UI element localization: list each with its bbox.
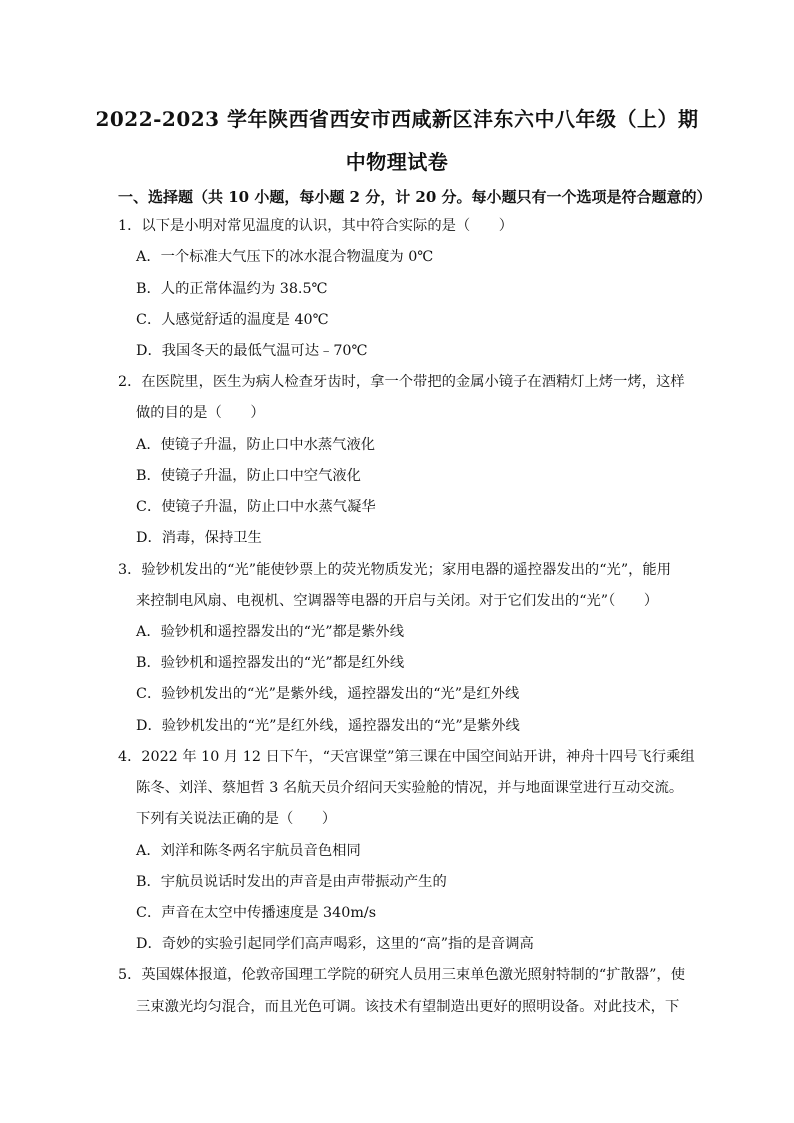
question-1-option-d: D．我国冬天的最低气温可达﹣70℃ [136, 343, 368, 359]
question-3-option-a: A．验钞机和遥控器发出的“光”都是紫外线 [136, 624, 404, 640]
question-4-option-c: C．声音在太空中传播速度是 340m/s [136, 905, 377, 921]
question-1-option-a: A．一个标准大气压下的冰水混合物温度为 0℃ [136, 249, 434, 265]
question-3-option-c: C．验钞机发出的“光”是紫外线，遥控器发出的“光”是红外线 [136, 686, 520, 702]
question-4-stem-cont-2: 下列有关说法正确的是（ ） [136, 811, 337, 827]
question-4-option-d: D．奇妙的实验引起同学们高声喝彩，这里的“高”指的是音调高 [136, 936, 534, 952]
question-1-option-b: B．人的正常体温约为 38.5℃ [136, 281, 328, 297]
question-1-option-c: C．人感觉舒适的温度是 40℃ [136, 312, 329, 328]
question-5-stem-cont: 三束激光均匀混合，而且光色可调。该技术有望制造出更好的照明设备。对此技术，下 [136, 999, 680, 1015]
question-2-option-d: D．消毒，保持卫生 [136, 530, 262, 546]
question-4-stem: 4．2022 年 10 月 12 日下午，“天宫课堂”第三课在中国空间站开讲，神舟十四号飞行乘组 [118, 749, 695, 765]
question-4-stem-cont: 陈冬、刘洋、蔡旭哲 3 名航天员介绍问天实验舱的情况，并与地面课堂进行互动交流。 [136, 780, 684, 796]
exam-title-line-1: 2022-2023 学年陕西省西安市西咸新区沣东六中八年级（上）期 [95, 107, 699, 131]
question-5-stem: 5．英国媒体报道，伦敦帝国理工学院的研究人员用三束单色激光照射特制的“扩散器”，使 [118, 967, 685, 983]
exam-title-line-2: 中物理试卷 [345, 150, 449, 174]
question-3-stem: 3．验钞机发出的“光”能使钞票上的荧光物质发光；家用电器的遥控器发出的“光”，能用 [118, 562, 672, 578]
question-3-stem-cont: 来控制电风扇、电视机、空调器等电器的开启与关闭。对于它们发出的“光”（ ） [136, 593, 659, 609]
question-2-option-c: C．使镜子升温，防止口中水蒸气凝华 [136, 499, 376, 515]
question-3-option-d: D．验钞机发出的“光”是红外线，遥控器发出的“光”是紫外线 [136, 718, 520, 734]
question-2-option-b: B．使镜子升温，防止口中空气液化 [136, 468, 361, 484]
question-2-stem: 2．在医院里，医生为病人检查牙齿时，拿一个带把的金属小镜子在酒精灯上烤一烤，这样 [118, 374, 685, 390]
question-4-option-a: A．刘洋和陈冬两名宇航员音色相同 [136, 843, 361, 859]
section-heading: 一、选择题（共 10 小题，每小题 2 分，计 20 分。每小题只有一个选项是符合题意的） [118, 188, 712, 206]
question-1-stem: 1．以下是小明对常见温度的认识，其中符合实际的是（ ） [118, 218, 514, 234]
question-3-option-b: B．验钞机和遥控器发出的“光”都是红外线 [136, 655, 405, 671]
question-2-option-a: A．使镜子升温，防止口中水蒸气液化 [136, 437, 376, 453]
question-4-option-b: B．宇航员说话时发出的声音是由声带振动产生的 [136, 874, 447, 890]
question-2-stem-cont: 做的目的是（ ） [136, 405, 265, 421]
